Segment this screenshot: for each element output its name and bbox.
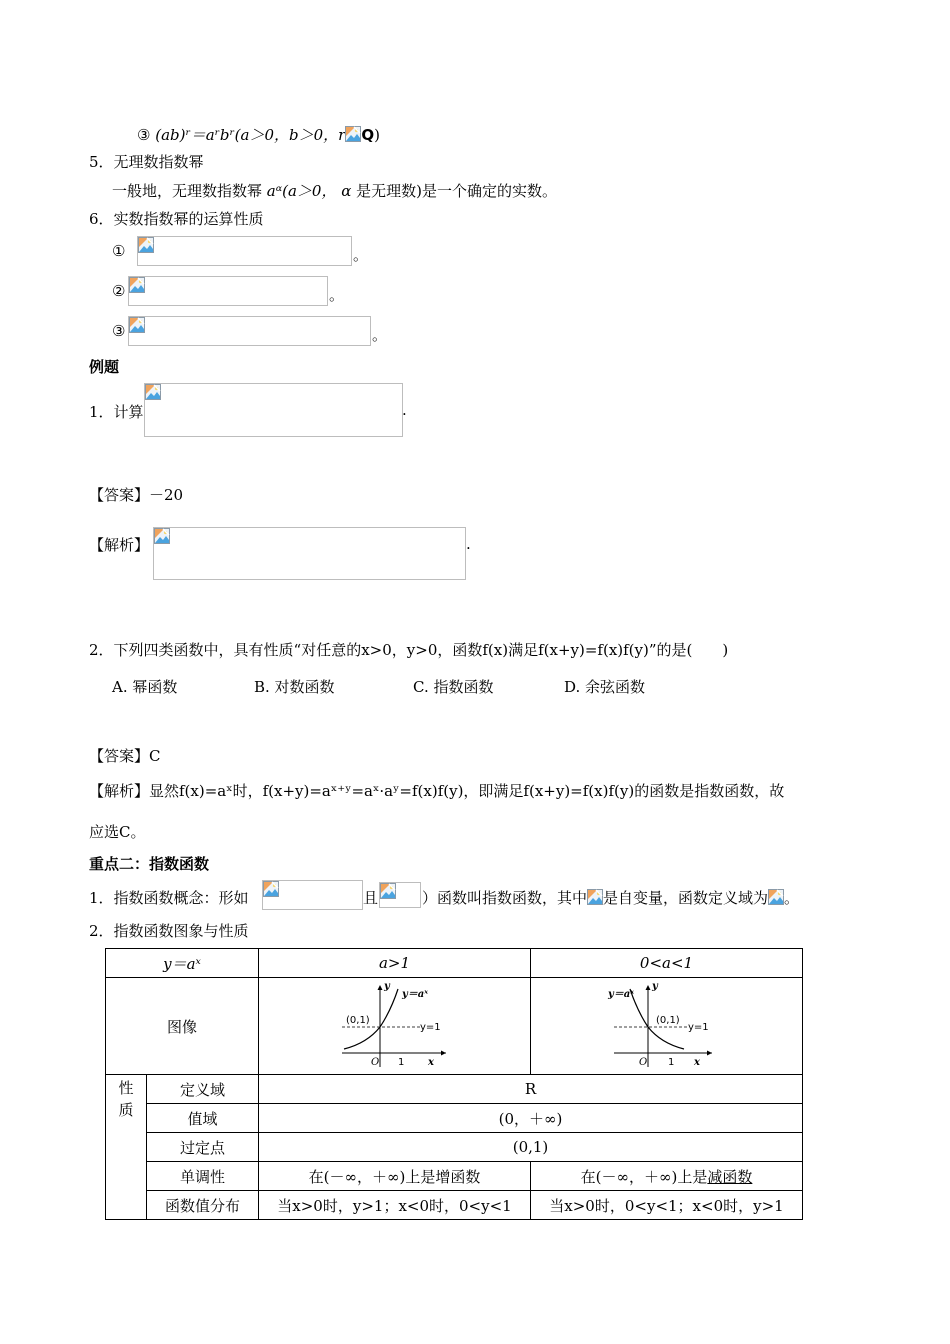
concept-image-1 [262,880,363,910]
graph-a-lt-1 [531,978,803,1075]
monotonic-text: 在(－∞，＋∞)上是 [580,1167,708,1186]
row-name-domain: 定义域 [147,1075,259,1104]
broken-image-icon [145,384,161,400]
header-function: y＝aˣ [106,949,259,978]
row-name-fixed-point: 过定点 [147,1133,259,1162]
explanation-1-image [153,527,466,580]
answer-2 [89,745,161,766]
rule-3-number: ③ [112,322,126,340]
broken-image-icon [587,889,603,905]
rule-1-number: ① [112,242,126,260]
broken-image-icon [129,317,145,333]
question-2: 2．下列四类函数中，具有性质“对任意的x>0，y>0，函数f(x)满足f(x+y)=f(x)f(y)”的是( ) [89,641,729,659]
rule-3-end: 。 [372,326,388,344]
explanation-1-end: . [466,535,471,553]
concept-end: 。 [784,889,800,907]
option-d: D. 余弦函数 [564,678,646,696]
explanation-1-label: 【解析】 [89,536,150,554]
row-name-range: 值域 [147,1104,259,1133]
origin-label: O [638,1057,647,1068]
property-label-char-1: 性 [118,1079,134,1097]
row-name-monotonic: 单调性 [147,1162,259,1191]
rule-1-end: 。 [353,246,369,264]
x-axis-label: x [427,1057,434,1068]
rule-2-end: 。 [329,286,345,304]
table-header-row [106,949,803,978]
table-graph-row [106,978,803,1075]
explanation-2-line-2: 应选C。 [89,823,146,841]
asymptote-label: y=1 [419,1022,441,1033]
broken-image-icon [154,528,170,544]
concept-image-2 [379,882,421,908]
question-1-prefix: 1．计算 [89,403,144,421]
increasing-exp-graph [340,983,450,1069]
monotonic-a-gt-1: 在(－∞，＋∞)上是增函数 [259,1162,531,1191]
broken-image-icon [129,277,145,293]
formula-text: (ab)ʳ＝aʳbʳ(a＞0，b＞0，r [155,126,346,144]
broken-image-icon [138,237,154,253]
monotonic-underlined: 减函数 [707,1167,753,1186]
concept-and: 且 [363,889,379,907]
broken-image-icon [263,881,279,897]
question-1-end: . [402,401,407,419]
concept-text-2: 是自变量，函数定义域为 [603,889,769,907]
broken-image-icon [380,883,396,899]
answer-label: 【答案】 [89,486,150,504]
distribution-a-gt-1: 当x>0时，y>1；x<0时，0<y<1 [259,1191,531,1220]
y-axis-label: y [651,981,658,992]
option-c: C. 指数函数 [413,678,494,696]
row-value-range: (0，＋∞) [259,1104,803,1133]
origin-label: O [370,1057,379,1068]
curve-label: y＝aˣ [607,989,634,1000]
table-row-range [106,1104,803,1133]
graph-a-gt-1 [259,978,531,1075]
decreasing-exp-graph [607,981,722,1069]
alpha-symbol: α [341,182,352,200]
row-value-fixed-point: (0,1) [259,1133,803,1162]
x-axis-label: x [693,1057,700,1068]
section-6-title: 6．实数指数幂的运算性质 [89,210,264,228]
answer-label: 【答案】 [89,747,150,765]
body-text-end: 是无理数)是一个确定的实数。 [356,182,558,200]
concept-prefix: 1．指数函数概念：形如 [89,889,249,907]
exponential-properties-table [105,948,803,1220]
broken-image-icon [345,126,361,142]
rule-1-image [137,236,352,266]
concept-text: ）函数叫指数函数，其中 [422,889,588,907]
answer-value: C [149,747,161,765]
table-row-fixed-point [106,1133,803,1162]
rule-2-number: ② [112,282,126,300]
header-a-gt-1: a>1 [259,949,531,978]
property-item-3: ③ (ab)ʳ＝aʳbʳ(a＞0，b＞0，r Q) [137,126,380,144]
section-5-body [112,180,557,201]
fixed-point-label: (0,1) [345,1015,370,1026]
asymptote-label: y=1 [687,1022,709,1033]
answer-1 [89,484,183,505]
body-text: 一般地，无理数指数幂 [112,182,263,200]
body-expr: aᵅ(a＞0， [266,182,337,200]
key-point-2-heading: 重点二：指数函数 [89,855,210,873]
item-number: ③ [137,126,151,144]
rule-2-image [128,276,328,306]
y-axis-label: y [383,981,390,992]
examples-heading: 例题 [89,358,120,376]
option-b: B. 对数函数 [254,678,335,696]
explanation-2-line-1: 【解析】显然f(x)=aˣ时，f(x+y)=aˣ⁺ʸ=aˣ·aʸ=f(x)f(y)，即满足f(x+y)=f(x)f(y)的函数是指数函数，故 [89,782,785,800]
option-a: A. 幂函数 [112,678,178,696]
tick-one-label: 1 [667,1057,674,1068]
section-5-title: 5．无理数指数幂 [89,153,204,171]
property-label-cell [106,1075,147,1220]
row-value-domain: R [259,1075,803,1104]
tick-one-label: 1 [397,1057,404,1068]
header-a-lt-1: 0<a<1 [531,949,803,978]
distribution-a-lt-1: 当x>0时，0<y<1；x<0时，y>1 [531,1191,803,1220]
row-name-distribution: 函数值分布 [147,1191,259,1220]
answer-value: －20 [149,486,184,504]
table-row-distribution [106,1191,803,1220]
table-row-domain [106,1075,803,1104]
fixed-point-label: (0,1) [655,1015,680,1026]
property-label-char-2: 质 [118,1101,134,1119]
broken-image-icon [768,889,784,905]
monotonic-a-lt-1 [531,1162,803,1191]
question-1-image [144,383,403,437]
graph-properties-title: 2．指数函数图象与性质 [89,922,249,940]
graph-label: 图像 [106,978,259,1075]
property-vertical-label [106,1077,146,1121]
table-row-monotonic [106,1162,803,1191]
formula-close: ) [374,126,380,144]
rule-3-image [128,316,371,346]
concept-after [422,887,799,908]
curve-label: y＝aˣ [401,989,428,1000]
